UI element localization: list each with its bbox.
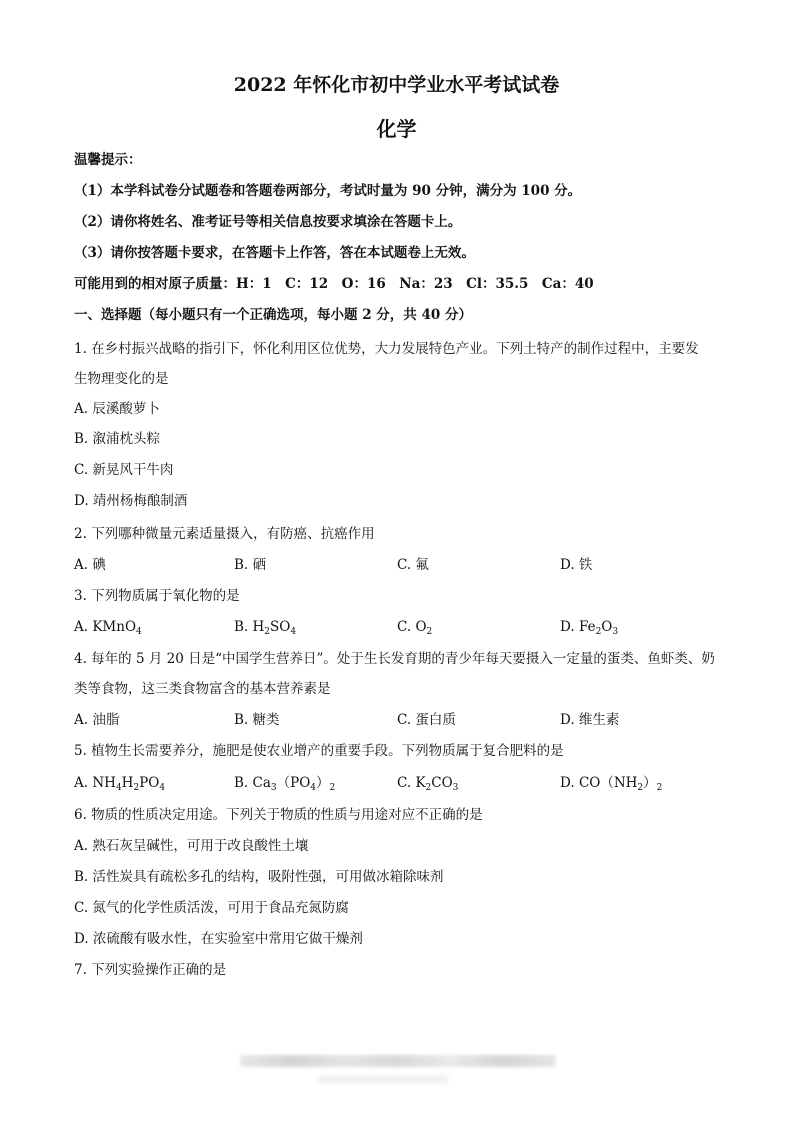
question-1-option-d: D. 靖州杨梅酿制酒 (74, 493, 188, 509)
question-5-option-d (560, 774, 662, 792)
formula-part: CO（NH (578, 775, 638, 791)
formula-part: SO (270, 619, 291, 635)
formula-part: O (601, 619, 613, 635)
question-5-stem: 5. 植物生长需要养分，施肥是使农业增产的重要手段。下列物质属于复合肥料的是 (74, 743, 564, 759)
formula-part: Fe (578, 619, 596, 635)
question-6-option-b: B. 活性炭具有疏松多孔的结构，吸附性强，可用做冰箱除味剂 (74, 869, 444, 885)
exam-title: 2022 年怀化市初中学业水平考试试卷 (233, 74, 560, 96)
question-3-option-b (234, 618, 296, 636)
formula-part: CO (431, 775, 453, 791)
option-label: A. (74, 619, 93, 635)
subject-title: 化学 (376, 117, 417, 141)
tip-item-2: （2）请你将姓名、准考证号等相关信息按要求填涂在答题卡上。 (74, 214, 462, 230)
question-4-stem-cont: 类等食物，这三类食物富含的基本营养素是 (74, 681, 331, 697)
question-3-stem: 3. 下列物质属于氧化物的是 (74, 588, 240, 604)
formula-part: H (252, 619, 265, 635)
question-4-option-b: B. 糖类 (234, 712, 280, 728)
formula-part: O (415, 619, 427, 635)
tip-item-3: （3）请你按答题卡要求，在答题卡上作答，答在本试题卷上无效。 (74, 245, 475, 261)
question-2-option-c: C. 氟 (397, 557, 429, 573)
formula-subscript: 4 (115, 783, 122, 793)
formula-subscript: 2 (637, 783, 644, 793)
question-4-option-a: A. 油脂 (74, 712, 120, 728)
question-2-option-a: A. 碘 (74, 557, 106, 573)
question-4-option-c: C. 蛋白质 (397, 712, 456, 728)
question-5-option-b (234, 774, 335, 792)
atomic-mass-line: 可能用到的相对原子质量：H：1 C：12 O：16 Na：23 Cl：35.5 Ca：40 (74, 276, 594, 292)
formula-part: PO (139, 775, 160, 791)
question-1-option-a: A. 辰溪酸萝卜 (74, 401, 160, 417)
question-5-option-c (397, 774, 458, 792)
formula-subscript: 4 (159, 783, 166, 793)
formula-part: （PO (276, 775, 311, 791)
option-label: D. (560, 619, 579, 635)
question-2-option-d: D. 铁 (560, 557, 593, 573)
option-label: C. (397, 619, 416, 635)
formula-subscript: 4 (290, 627, 297, 637)
formula-subscript: 3 (612, 627, 619, 637)
formula-subscript: 2 (133, 783, 140, 793)
option-label: D. (560, 775, 579, 791)
formula-subscript: 3 (452, 783, 459, 793)
formula-subscript: 2 (329, 783, 336, 793)
question-3-option-c (397, 618, 432, 636)
question-4-option-d: D. 维生素 (560, 712, 620, 728)
option-label: B. (234, 619, 253, 635)
section-heading: 一、选择题（每小题只有一个正确选项，每小题 2 分，共 40 分） (74, 307, 472, 323)
tips-heading: 温馨提示： (74, 152, 142, 168)
option-label: C. (397, 775, 416, 791)
formula-subscript: 2 (656, 783, 663, 793)
question-6-option-a: A. 熟石灰呈碱性，可用于改良酸性土壤 (74, 838, 309, 854)
footer-watermark (240, 1055, 556, 1067)
formula-subscript: 2 (426, 627, 433, 637)
formula-part: Ca (252, 775, 271, 791)
formula-subscript: 2 (264, 627, 271, 637)
question-3-option-d (560, 618, 618, 636)
question-6-option-d: D. 浓硫酸有吸水性，在实验室中常用它做干燥剂 (74, 931, 363, 947)
question-1-stem-cont: 生物理变化的是 (74, 371, 169, 387)
question-1-stem: 1. 在乡村振兴战略的指引下，怀化利用区位优势，大力发展特色产业。下列土特产的制作过程中，主要发 (74, 341, 699, 357)
formula-part: KMnO (92, 619, 137, 635)
formula-subscript: 2 (595, 627, 602, 637)
question-4-stem: 4. 每年的 5 月 20 日是“中国学生营养日”。处于生长发育期的青少年每天要摄入一定量的蛋类、鱼虾类、奶 (74, 651, 715, 667)
formula-part: NH (92, 775, 116, 791)
formula-part: K (415, 775, 426, 791)
footer-watermark-sub (318, 1075, 448, 1083)
option-label: A. (74, 775, 93, 791)
question-2-option-b: B. 硒 (234, 557, 267, 573)
formula-subscript: 3 (270, 783, 277, 793)
formula-part: ） (316, 775, 330, 791)
formula-subscript: 4 (310, 783, 317, 793)
question-7-stem: 7. 下列实验操作正确的是 (74, 962, 227, 978)
formula-part: ） (643, 775, 657, 791)
tip-item-1: （1）本学科试卷分试题卷和答题卷两部分，考试时量为 90 分钟，满分为 100 分。 (74, 183, 582, 199)
question-2-stem: 2. 下列哪种微量元素适量摄入，有防癌、抗癌作用 (74, 526, 375, 542)
formula-subscript: 2 (425, 783, 432, 793)
question-6-option-c: C. 氮气的化学性质活泼，可用于食品充氮防腐 (74, 900, 349, 916)
question-1-option-c: C. 新晃风干牛肉 (74, 462, 174, 478)
formula-subscript: 4 (136, 627, 142, 637)
question-5-option-a (74, 774, 165, 792)
option-label: B. (234, 775, 253, 791)
question-3-option-a (74, 618, 142, 636)
question-6-stem: 6. 物质的性质决定用途。下列关于物质的性质与用途对应不正确的是 (74, 807, 483, 823)
question-1-option-b: B. 溆浦枕头粽 (74, 431, 161, 447)
formula-part: H (121, 775, 134, 791)
